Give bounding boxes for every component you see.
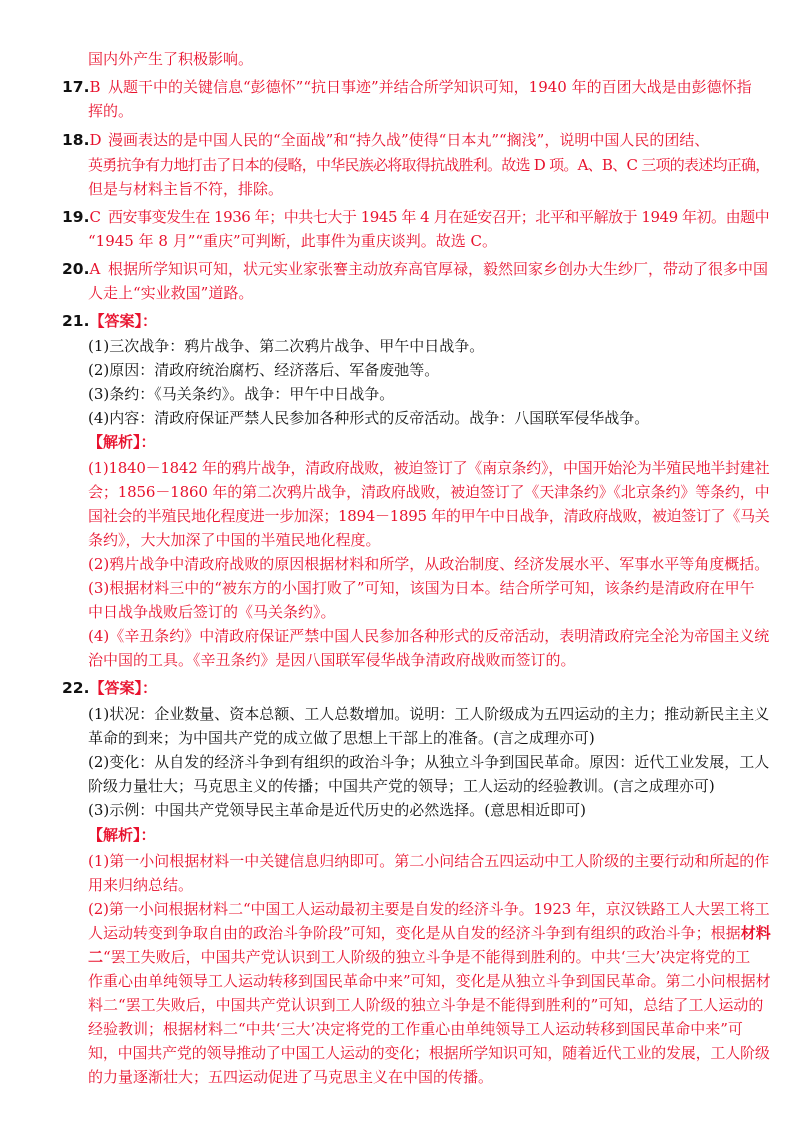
bold-text: 材料 (740, 924, 771, 942)
answer-header: 【答案】： (89, 312, 157, 330)
q21-answer-line: (1)三次战争：鸦片战争、第二次鸦片战争、甲午中日战争。 (88, 337, 485, 355)
q22-analysis-line: 知，中国共产党的领导推动了中国工人运动的变化；根据所学知识可知，随着近代工业的发展，工人阶级 (88, 1044, 770, 1062)
q21-analysis-line: (4)《辛丑条约》中清政府保证严禁中国人民参加各种形式的反帝活动，表明清政府完全沦为帝国主义统 (88, 627, 770, 645)
q21-analysis-line: 中日战争战败后签订的《马关条约》。 (88, 603, 336, 621)
q22-answer-line: 革命的到来；为中国共产党的成立做了思想上干部上的准备。(言之成理亦可) (88, 729, 595, 747)
analysis-header: 【解析】： (88, 826, 156, 844)
analysis-text: 人运动转变到争取自由的政治斗争阶段”可知，变化是从自发的经济斗争到有组织的政治斗争；根据 (88, 924, 741, 942)
q22-answer-line: 阶级力量壮大；马克思主义的传播；中国共产党的领导；工人运动的经验教训。(言之成理亦可) (88, 777, 715, 795)
analysis-text: “罢工失败后，中国共产党认识到工人阶级的独立斗争是不能得到胜利的。中共‘三大’决定将党的工 (103, 948, 751, 966)
q20-explanation-line: 根据所学知识可知，状元实业家张謇主动放弃高官厚禄，毅然回家乡创办大生纱厂，带动了很多中国 (108, 260, 769, 278)
question-21 (62, 311, 157, 331)
analysis-header: 【解析】： (88, 433, 156, 451)
question-22 (62, 678, 157, 698)
q21-answer-line: (3)条约：《马关条约》。战争：甲午中日战争。 (88, 385, 395, 403)
question-number: 19. (62, 208, 90, 226)
q22-analysis-line: 的力量逐渐壮大；五四运动促进了马克思主义在中国的传播。 (88, 1068, 494, 1086)
q20-explanation-line: 人走上“实业救国”道路。 (88, 284, 254, 302)
q22-analysis-line: 料二“罢工失败后，中国共产党认识到工人阶级的独立斗争是不能得到胜利的”可知，总结了工人运动的 (88, 996, 764, 1014)
q22-answer-line: (1)状况：企业数量、资本总额、工人总数增加。说明：工人阶级成为五四运动的主力；推动新民主主义 (88, 705, 770, 723)
q21-analysis-line: 条约》，大大加深了中国的半殖民地化程度。 (88, 531, 381, 549)
q22-answer-line: (2)变化：从自发的经济斗争到有组织的政治斗争；从独立斗争到国民革命。原因：近代工业发展，工人 (88, 753, 770, 771)
question-number: 18. (62, 131, 90, 149)
question-19 (62, 207, 101, 227)
q22-analysis-line: (1)第一小问根据材料一中关键信息归纳即可。第二小问结合五四运动中工人阶级的主要行动和所起的作 (88, 852, 770, 870)
answer-letter: D (89, 131, 102, 149)
question-number: 21. (62, 312, 90, 330)
q21-analysis-line: 会；1856－1860 年的第二次鸦片战争，清政府战败，被迫签订了《天津条约》《北京条约》等条约，中 (88, 483, 770, 501)
answer-letter: B (89, 78, 101, 96)
q21-analysis-line: (2)鸦片战争中清政府战败的原因根据材料和所学，从政治制度、经济发展水平、军事水平等角度概括。 (88, 555, 770, 573)
q17-explanation-line: 从题干中的关键信息“彭德怀”“抗日事迹”并结合所学知识可知，1940 年的百团大战是由彭德怀指 (108, 78, 752, 96)
q21-analysis-line: (1)1840－1842 年的鸦片战争，清政府战败，被迫签订了《南京条约》，中国开始沦为半殖民地半封建社 (88, 459, 770, 477)
answer-header: 【答案】： (89, 679, 157, 697)
q16-explanation-tail: 国内外产生了积极影响。 (88, 50, 254, 68)
q22-answer-line: (3)示例：中国共产党领导民主革命是近代历史的必然选择。(意思相近即可) (88, 801, 586, 819)
question-number: 20. (62, 260, 90, 278)
q18-explanation-line: 英勇抗争有力地打击了日本的侵略，中华民族必将取得抗战胜利。故选 D 项。A、B、C 三项的表述均正确， (88, 156, 770, 174)
answer-letter: A (89, 260, 101, 278)
question-20 (62, 259, 100, 279)
q18-explanation-line: 漫画表达的是中国人民的“全面战”和“持久战”使得“日本丸”“搁浅”，说明中国人民的团结、 (108, 131, 710, 149)
q22-analysis-line: 作重心由单纯领导工人运动转移到国民革命中来”可知，变化是从独立斗争到国民革命。第二小问根据材 (88, 972, 771, 990)
bold-text: 二 (88, 948, 104, 966)
q17-explanation-line: 挥的。 (88, 102, 134, 120)
q22-analysis-line: 用来归纳总结。 (88, 876, 194, 894)
q22-analysis-line (88, 923, 771, 943)
q21-answer-line: (2)原因：清政府统治腐朽、经济落后、军备废弛等。 (88, 361, 440, 379)
question-17 (62, 77, 101, 97)
question-18 (62, 130, 102, 150)
q21-analysis-line: (3)根据材料三中的“被东方的小国打败了”可知，该国为日本。结合所学可知，该条约是清政府在甲午 (88, 579, 755, 597)
question-number: 22. (62, 679, 90, 697)
q22-analysis-line: (2)第一小问根据材料二“中国工人运动最初主要是自发的经济斗争。1923 年，京汉铁路工人大罢工将工 (88, 900, 770, 918)
q19-explanation-line: 西安事变发生在 1936 年；中共七大于 1945 年 4 月在延安召开；北平和平解放于 1949 年初。由题中 (108, 208, 770, 226)
q22-analysis-line (88, 947, 750, 967)
q22-analysis-line: 经验教训；根据材料二“中共‘三大’决定将党的工作重心由单纯领导工人运动转移到国民革命中来”可 (88, 1020, 743, 1038)
answer-letter: C (89, 208, 101, 226)
question-number: 17. (62, 78, 90, 96)
q21-answer-line: (4)内容：清政府保证严禁人民参加各种形式的反帝活动。战争：八国联军侵华战争。 (88, 409, 650, 427)
q19-explanation-line: “1945 年 8 月”“重庆”可判断，此事件为重庆谈判。故选 C。 (88, 232, 497, 250)
q21-analysis-line: 治中国的工具。《辛丑条约》是因八国联军侵华战争清政府战败而签订的。 (88, 651, 576, 669)
q21-analysis-line: 国社会的半殖民地化程度进一步加深；1894－1895 年的甲午中日战争，清政府战败，被迫签订了《马关 (88, 507, 770, 525)
q18-explanation-line: 但是与材料主旨不符，排除。 (88, 180, 284, 198)
